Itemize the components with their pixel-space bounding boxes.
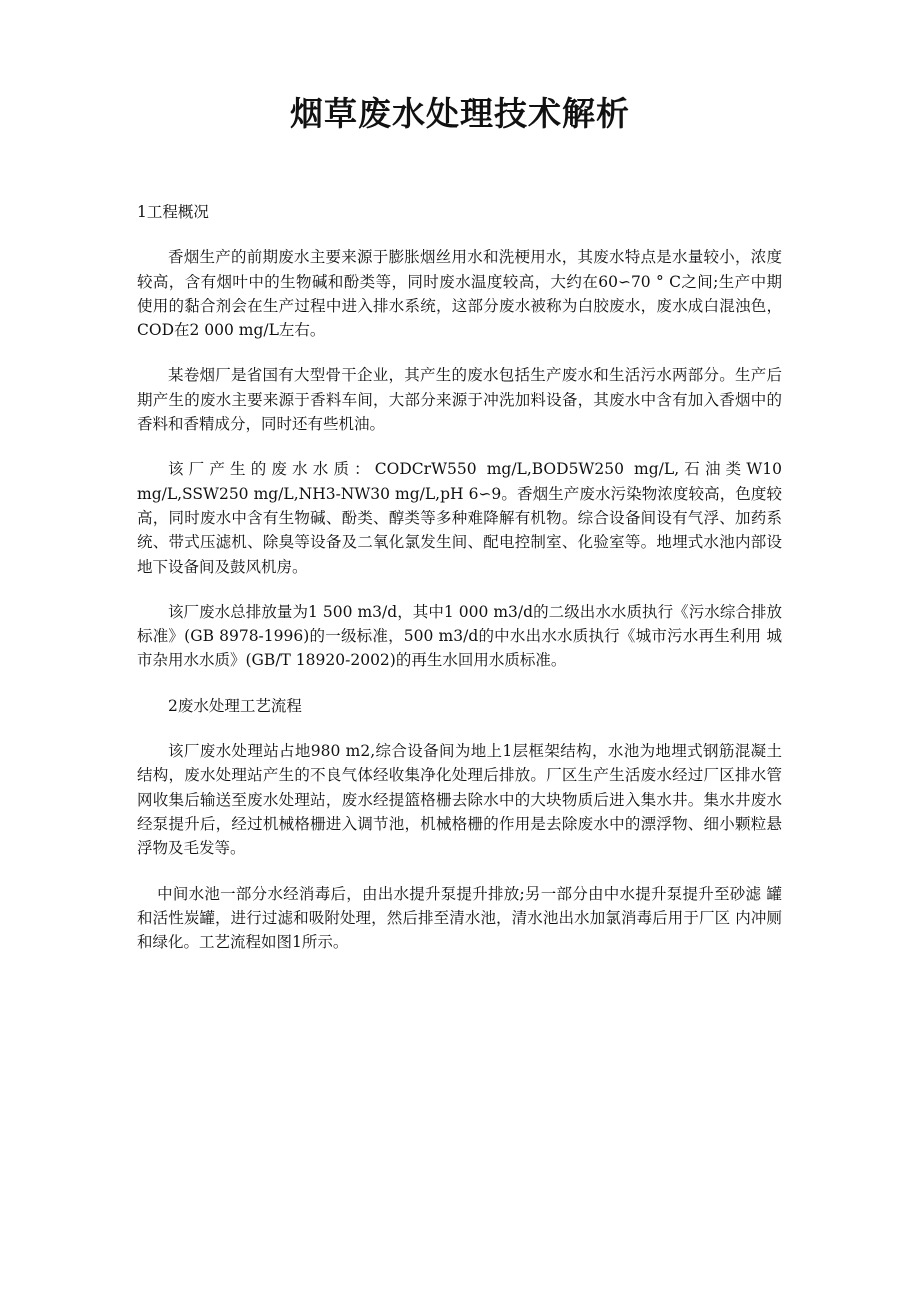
paragraph-5: 该厂废水处理站占地980 m2,综合设备间为地上1层框架结构，水池为地埋式钢筋混凝土结构，废水处理站产生的不良气体经收集净化处理后排放。厂区生产生活废水经过厂区排水管网收集后输送至废水处理站，废水经提篮格栅去除水中的大块物质后进入集水井。集水井废水经泵提升后，经过机械格栅进入调节池，机械格栅的作用是去除废水中的漂浮物、细小颗粒悬浮物及毛发等。 <box>137 742 782 858</box>
section-heading-2: 2废水处理工艺流程 <box>168 696 302 715</box>
document-title: 烟草废水处理技术解析 <box>290 94 630 133</box>
paragraph-3: 该厂产生的废水水质：CODCrW550 mg/L,BOD5W250 mg/L,石油类W10 mg/L,SSW250 mg/L,NH3-NW30 mg/L,pH 6∽9。香烟生产废水污染物浓度较高，色度较高，同时废水中含有生物碱、酚类、醇类等多种难降解有机物。综合设备间设有气浮、加药系统、带式压滤机、除臭等设备及二氧化氯发生间、配电控制室、化验室等。地埋式水池内部设地下设备间及鼓风机房。 <box>137 460 782 576</box>
paragraph-6: 中间水池一部分水经消毒后，由出水提升泵提升排放;另一部分由中水提升泵提升至砂滤 罐和活性炭罐，进行过滤和吸附处理，然后排至清水池，清水池出水加氯消毒后用于厂区 内冲厕和绿化。工艺流程如图1所示。 <box>137 884 782 952</box>
section-heading-1: 1工程概况 <box>137 203 209 221</box>
paragraph-2: 某卷烟厂是省国有大型骨干企业，其产生的废水包括生产废水和生活污水两部分。生产后期产生的废水主要来源于香料车间，大部分来源于冲洗加料设备，其废水中含有加入香烟中的香料和香精成分，同时还有些机油。 <box>137 366 782 434</box>
document-body <box>137 200 782 975</box>
paragraph-4: 该厂废水总排放量为1 500 m3/d，其中1 000 m3/d的二级出水水质执行《污水综合排放标准》(GB 8978-1996)的一级标准，500 m3/d的中水出水水质执行《城市污水再生利用 城市杂用水水质》(GB/T 18920-2002)的再生水回用水质标准。 <box>137 602 782 670</box>
paragraph-1: 香烟生产的前期废水主要来源于膨胀烟丝用水和洗梗用水，其废水特点是水量较小，浓度较高，含有烟叶中的生物碱和酚类等，同时废水温度较高，大约在60∽70 ° C之间;生产中期使用的黏合剂会在生产过程中进入排水系统，这部分废水被称为白胶废水，废水成白混浊色，COD在2 000 mg/L左右。 <box>137 248 782 340</box>
